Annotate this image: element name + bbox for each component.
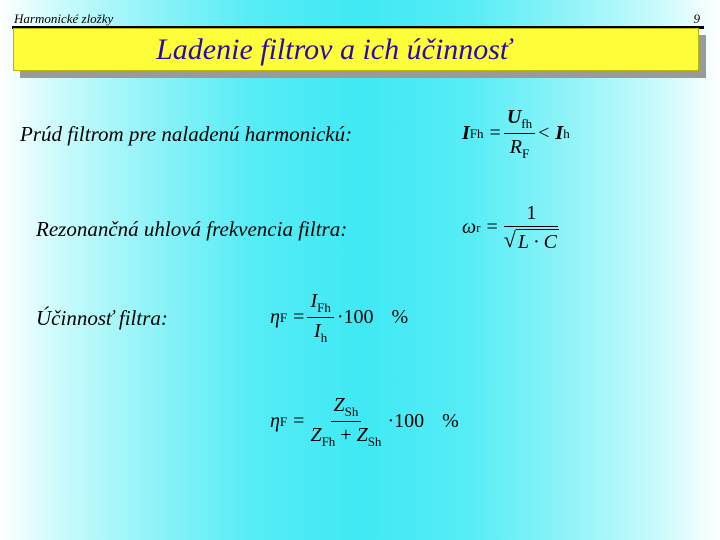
fraction: $\frac{I_{Fh}}{I_h}$ <box>307 290 333 346</box>
section-header: Harmonické zložky <box>14 11 114 26</box>
fraction: $\frac{Z_{Sh}}{Z_{Fh} + Z_{Sh}}$ <box>310 394 382 450</box>
title-banner <box>13 28 699 71</box>
equation-resonant-frequency: ω r = 1 √ L · C <box>462 202 565 253</box>
slide-title: Ladenie filtrov a ich účinnosť <box>156 32 511 66</box>
fraction: $\frac{U_{fh}}{R_F}$ <box>504 106 535 162</box>
label-filter-efficiency: Účinnosť filtra: <box>36 306 168 330</box>
equation-efficiency-impedance: η F = $\frac{Z_{Sh}}{Z_{Fh} + Z_{Sh}}$ ·100 % <box>270 394 459 450</box>
equation-efficiency-current: η F = $\frac{I_{Fh}}{I_h}$ ·100 % <box>270 290 409 346</box>
label-filter-current: Prúd filtrom pre naladenú harmonickú: <box>20 122 353 146</box>
page-number: 9 <box>693 11 700 26</box>
equation-filter-current: I Fh = $\frac{U_{fh}}{R_F}$ < I h <box>462 106 570 162</box>
label-resonant-frequency: Rezonančná uhlová frekvencia filtra: <box>36 217 348 241</box>
fraction: 1 √ L · C <box>503 202 557 253</box>
